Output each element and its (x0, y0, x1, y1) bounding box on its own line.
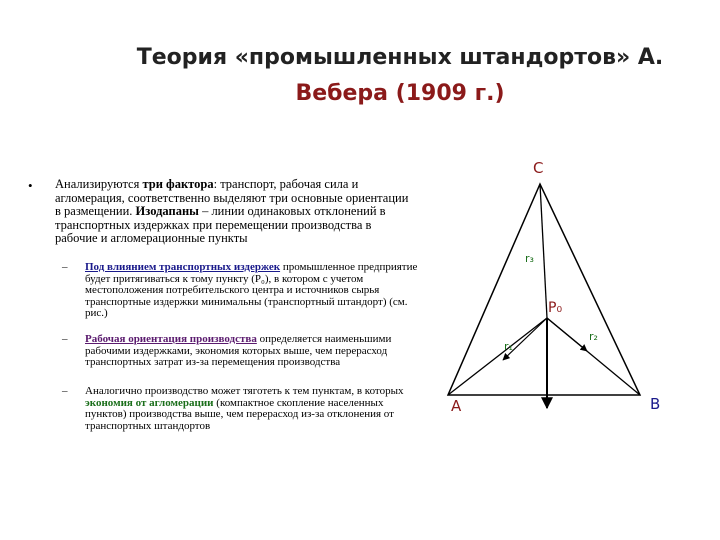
bullet-marker: • (28, 178, 33, 193)
label-r1: r₁ (504, 340, 513, 353)
main-bold-isodapanes: Изодапаны (135, 204, 199, 218)
sub2-bold: Рабочая ориентация производства (85, 333, 257, 345)
sub1-bold: Под влиянием транспортных издержек (85, 261, 281, 273)
title-part2: Вебера (1909 г.) (295, 81, 505, 106)
main-text-1: Анализируются (55, 177, 143, 191)
label-a: A (451, 397, 462, 415)
label-c: C (533, 159, 544, 177)
label-r3: r₃ (525, 252, 534, 265)
title-part1: Теория «промышленных штандортов» А. (136, 45, 664, 70)
main-text-3: – линии одинаковых отклонений в транспортных издержках при перемещении производства в рабочие и агломерационные пункты (55, 204, 386, 245)
label-r2: r₂ (589, 330, 598, 343)
sub3-text2: (компактное скопление населенных пунктов) производства выше, чем перерасход из-за отклонения от транспортных штандортов (85, 396, 394, 432)
sub3-text1: Аналогично производство может тяготеть к тем пунктам, в которых (85, 385, 404, 397)
sub3-bold: экономия от агломерации (85, 396, 214, 409)
triangle-outline (448, 184, 640, 395)
main-bold-factors: три фактора (142, 177, 214, 191)
dash-marker: – (62, 333, 68, 345)
sub2-text: определяется наименьшими рабочими издержками, экономия которых выше, чем перерасход транспортных затрат из-за перемещения производства (85, 333, 392, 368)
main-text-2: : транспорт, рабочая сила и агломерация, соответственно выделяют три основные ориентации в размещении. (55, 177, 409, 218)
arrow-r2 (547, 318, 587, 351)
label-b: B (650, 395, 661, 413)
dash-marker: – (62, 261, 68, 273)
edge-a-p0 (448, 318, 547, 395)
dash-marker: – (62, 385, 68, 397)
edge-c-p0 (540, 184, 547, 318)
sub1-text: промышленное предприятие будет притягиваться к тому пункту (P₀), в котором с учетом местоположения потребительского центра и источников сырья транспортные издержки минимальны (транспортный штандорт) (см. рис.) (85, 261, 418, 319)
arrow-r1 (503, 318, 547, 360)
label-p0: P₀ (548, 300, 563, 316)
